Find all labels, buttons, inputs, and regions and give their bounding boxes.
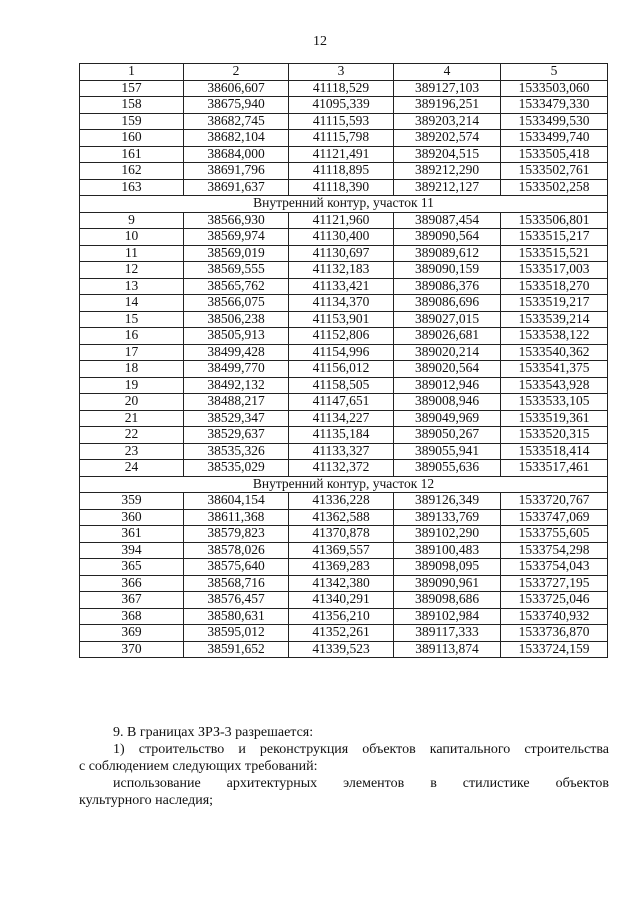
- table-cell: 41130,697: [289, 245, 394, 262]
- table-cell: 1533720,767: [501, 493, 608, 510]
- table-cell: 389027,015: [394, 311, 501, 328]
- table-cell: 41134,227: [289, 410, 394, 427]
- section-title: Внутренний контур, участок 12: [80, 476, 608, 493]
- table-cell: 1533502,761: [501, 163, 608, 180]
- table-row: [80, 542, 608, 559]
- table-cell: 1533499,740: [501, 130, 608, 147]
- table-cell: 38506,238: [184, 311, 289, 328]
- table-row: [80, 608, 608, 625]
- table-row: [80, 443, 608, 460]
- table-cell: 38578,026: [184, 542, 289, 559]
- paragraph-line: с соблюдением следующих требований:: [79, 759, 318, 774]
- table-cell: 41336,228: [289, 493, 394, 510]
- paragraph-line: культурного наследия;: [79, 793, 214, 808]
- table-cell: 1533736,870: [501, 625, 608, 642]
- table-cell: 389012,946: [394, 377, 501, 394]
- table-cell: 389020,214: [394, 344, 501, 361]
- table-row: [80, 245, 608, 262]
- section-title: Внутренний контур, участок 11: [80, 196, 608, 213]
- table-cell: 1533754,298: [501, 542, 608, 559]
- table-cell: 389098,095: [394, 559, 501, 576]
- table-row: [80, 625, 608, 642]
- table-cell: 1533505,418: [501, 146, 608, 163]
- table-row: [80, 311, 608, 328]
- table-cell: 41133,327: [289, 443, 394, 460]
- table-cell: 389202,574: [394, 130, 501, 147]
- table-row: [80, 130, 608, 147]
- column-header: 2: [184, 64, 289, 81]
- table-cell: 394: [80, 542, 184, 559]
- table-row: [80, 641, 608, 658]
- table-cell: 389212,127: [394, 179, 501, 196]
- table-cell: 389055,636: [394, 460, 501, 477]
- table-cell: 41115,593: [289, 113, 394, 130]
- table-cell: 389102,290: [394, 526, 501, 543]
- table-cell: 389126,349: [394, 493, 501, 510]
- table-cell: 41118,895: [289, 163, 394, 180]
- table-cell: 389020,564: [394, 361, 501, 378]
- table-cell: 389090,961: [394, 575, 501, 592]
- paragraph-heading: 9. В границах ЗРЗ-3 разрешается:: [113, 725, 314, 740]
- table-cell: 38565,762: [184, 278, 289, 295]
- table-cell: 389050,267: [394, 427, 501, 444]
- coordinates-table: [79, 63, 608, 658]
- table-cell: 38580,631: [184, 608, 289, 625]
- table-row: [80, 394, 608, 411]
- table-cell: 41115,798: [289, 130, 394, 147]
- table-row: [80, 97, 608, 114]
- table-row: [80, 80, 608, 97]
- table-cell: 38488,217: [184, 394, 289, 411]
- table-cell: 38535,326: [184, 443, 289, 460]
- table-cell: 38591,652: [184, 641, 289, 658]
- table-cell: 22: [80, 427, 184, 444]
- table-cell: 21: [80, 410, 184, 427]
- table-cell: 41153,901: [289, 311, 394, 328]
- table-cell: 41342,380: [289, 575, 394, 592]
- table-cell: 38566,075: [184, 295, 289, 312]
- table-cell: 1533518,414: [501, 443, 608, 460]
- table-row: [80, 295, 608, 312]
- table-cell: 1533517,003: [501, 262, 608, 279]
- table-cell: 38682,745: [184, 113, 289, 130]
- table-cell: 41132,372: [289, 460, 394, 477]
- table-cell: 1533755,605: [501, 526, 608, 543]
- table-cell: 12: [80, 262, 184, 279]
- table-cell: 368: [80, 608, 184, 625]
- table-cell: 41133,421: [289, 278, 394, 295]
- table-row: [80, 229, 608, 246]
- table-cell: 1533724,159: [501, 641, 608, 658]
- table-cell: 1533543,928: [501, 377, 608, 394]
- table-cell: 159: [80, 113, 184, 130]
- table-cell: 38529,347: [184, 410, 289, 427]
- table-cell: 41147,651: [289, 394, 394, 411]
- table-cell: 1533533,105: [501, 394, 608, 411]
- table-cell: 1533540,362: [501, 344, 608, 361]
- table-cell: 9: [80, 212, 184, 229]
- table-cell: 38691,637: [184, 179, 289, 196]
- table-cell: 161: [80, 146, 184, 163]
- table-row: [80, 559, 608, 576]
- table-cell: 366: [80, 575, 184, 592]
- table-cell: 365: [80, 559, 184, 576]
- table-row: [80, 344, 608, 361]
- table-cell: 38604,154: [184, 493, 289, 510]
- body-text: [79, 724, 609, 809]
- table-cell: 1533754,043: [501, 559, 608, 576]
- table-cell: 38682,104: [184, 130, 289, 147]
- table-cell: 369: [80, 625, 184, 642]
- table-cell: 41340,291: [289, 592, 394, 609]
- table-cell: 389117,333: [394, 625, 501, 642]
- column-header: 4: [394, 64, 501, 81]
- table-cell: 41132,183: [289, 262, 394, 279]
- table-cell: 41352,261: [289, 625, 394, 642]
- table-row: [80, 427, 608, 444]
- table-cell: 1533740,932: [501, 608, 608, 625]
- table-cell: 38611,368: [184, 509, 289, 526]
- table-row: [80, 526, 608, 543]
- table-cell: 38675,940: [184, 97, 289, 114]
- table-cell: 16: [80, 328, 184, 345]
- table-cell: 19: [80, 377, 184, 394]
- table-cell: 41362,588: [289, 509, 394, 526]
- page-number: 12: [313, 34, 327, 49]
- table-cell: 1533499,530: [501, 113, 608, 130]
- table-body: [80, 80, 608, 658]
- table-cell: 1533541,375: [501, 361, 608, 378]
- table-cell: 359: [80, 493, 184, 510]
- table-cell: 23: [80, 443, 184, 460]
- table-cell: 160: [80, 130, 184, 147]
- table-cell: 38535,029: [184, 460, 289, 477]
- table-cell: 1533520,315: [501, 427, 608, 444]
- table-cell: 14: [80, 295, 184, 312]
- table-cell: 389089,612: [394, 245, 501, 262]
- table-cell: 389086,696: [394, 295, 501, 312]
- table-cell: 15: [80, 311, 184, 328]
- table-cell: 157: [80, 80, 184, 97]
- table-cell: 38499,428: [184, 344, 289, 361]
- table-cell: 389133,769: [394, 509, 501, 526]
- table-cell: 1533479,330: [501, 97, 608, 114]
- table-cell: 1533503,060: [501, 80, 608, 97]
- table-cell: 38575,640: [184, 559, 289, 576]
- table-cell: 41369,557: [289, 542, 394, 559]
- table-cell: 389008,946: [394, 394, 501, 411]
- table-cell: 389090,159: [394, 262, 501, 279]
- table-cell: 41156,012: [289, 361, 394, 378]
- table-cell: 41095,339: [289, 97, 394, 114]
- section-row: [80, 476, 608, 493]
- table-row: [80, 146, 608, 163]
- table-row: [80, 212, 608, 229]
- table-cell: 1533515,217: [501, 229, 608, 246]
- table-cell: 41130,400: [289, 229, 394, 246]
- table-row: [80, 460, 608, 477]
- table-cell: 389026,681: [394, 328, 501, 345]
- table-cell: 38576,457: [184, 592, 289, 609]
- table-cell: 389203,214: [394, 113, 501, 130]
- table-cell: 389049,969: [394, 410, 501, 427]
- table-cell: 38691,796: [184, 163, 289, 180]
- table-cell: 389098,686: [394, 592, 501, 609]
- section-row: [80, 196, 608, 213]
- table-cell: 17: [80, 344, 184, 361]
- table-cell: 41154,996: [289, 344, 394, 361]
- table-row: [80, 592, 608, 609]
- table-cell: 1533727,195: [501, 575, 608, 592]
- table-cell: 41121,960: [289, 212, 394, 229]
- table-cell: 41135,184: [289, 427, 394, 444]
- table-row: [80, 575, 608, 592]
- table-cell: 360: [80, 509, 184, 526]
- column-header: 1: [80, 64, 184, 81]
- table-cell: 367: [80, 592, 184, 609]
- table-cell: 41121,491: [289, 146, 394, 163]
- table-row: [80, 328, 608, 345]
- table-row: [80, 509, 608, 526]
- table-cell: 20: [80, 394, 184, 411]
- table-cell: 1533506,801: [501, 212, 608, 229]
- table-row: [80, 410, 608, 427]
- paragraph-line: 1) строительство и реконструкция объектов капитального строительства: [113, 742, 609, 757]
- table-cell: 389100,483: [394, 542, 501, 559]
- table-cell: 389087,454: [394, 212, 501, 229]
- table-cell: 1533502,258: [501, 179, 608, 196]
- table-row: [80, 262, 608, 279]
- table-cell: 1533515,521: [501, 245, 608, 262]
- table-cell: 389086,376: [394, 278, 501, 295]
- table-cell: 1533518,270: [501, 278, 608, 295]
- table-row: [80, 493, 608, 510]
- table-cell: 1533539,214: [501, 311, 608, 328]
- table-cell: 41118,390: [289, 179, 394, 196]
- paragraph-line: использование архитектурных элементов в стилистике объектов: [113, 776, 609, 791]
- table-row: [80, 163, 608, 180]
- table-cell: 361: [80, 526, 184, 543]
- table-row: [80, 361, 608, 378]
- table-cell: 38492,132: [184, 377, 289, 394]
- table-cell: 389090,564: [394, 229, 501, 246]
- table-row: [80, 278, 608, 295]
- table-cell: 389127,103: [394, 80, 501, 97]
- table-cell: 38529,637: [184, 427, 289, 444]
- table-cell: 38566,930: [184, 212, 289, 229]
- table-cell: 41356,210: [289, 608, 394, 625]
- column-header: 3: [289, 64, 394, 81]
- table-cell: 389055,941: [394, 443, 501, 460]
- table-cell: 38684,000: [184, 146, 289, 163]
- table-cell: 18: [80, 361, 184, 378]
- table-cell: 38568,716: [184, 575, 289, 592]
- table-cell: 163: [80, 179, 184, 196]
- table-row: [80, 113, 608, 130]
- table-cell: 41158,505: [289, 377, 394, 394]
- table-cell: 389102,984: [394, 608, 501, 625]
- table-cell: 389113,874: [394, 641, 501, 658]
- table-cell: 38595,012: [184, 625, 289, 642]
- table-cell: 389212,290: [394, 163, 501, 180]
- table-cell: 158: [80, 97, 184, 114]
- table-cell: 1533538,122: [501, 328, 608, 345]
- table-cell: 24: [80, 460, 184, 477]
- table-cell: 1533519,217: [501, 295, 608, 312]
- table-cell: 41152,806: [289, 328, 394, 345]
- table-row: [80, 179, 608, 196]
- table-cell: 389196,251: [394, 97, 501, 114]
- table-cell: 38569,974: [184, 229, 289, 246]
- table-cell: 1533747,069: [501, 509, 608, 526]
- table-cell: 389204,515: [394, 146, 501, 163]
- table-cell: 38606,607: [184, 80, 289, 97]
- table-cell: 1533519,361: [501, 410, 608, 427]
- table-cell: 38499,770: [184, 361, 289, 378]
- table-cell: 11: [80, 245, 184, 262]
- column-header: 5: [501, 64, 608, 81]
- table-cell: 41339,523: [289, 641, 394, 658]
- table-cell: 1533725,046: [501, 592, 608, 609]
- table-cell: 41370,878: [289, 526, 394, 543]
- table-cell: 38569,555: [184, 262, 289, 279]
- table-cell: 13: [80, 278, 184, 295]
- table-cell: 41369,283: [289, 559, 394, 576]
- table-cell: 370: [80, 641, 184, 658]
- table-cell: 10: [80, 229, 184, 246]
- table-cell: 38579,823: [184, 526, 289, 543]
- table-cell: 38505,913: [184, 328, 289, 345]
- table-cell: 41134,370: [289, 295, 394, 312]
- table-cell: 38569,019: [184, 245, 289, 262]
- table-cell: 1533517,461: [501, 460, 608, 477]
- table-cell: 41118,529: [289, 80, 394, 97]
- table-cell: 162: [80, 163, 184, 180]
- table-row: [80, 377, 608, 394]
- table-header-row: [80, 64, 608, 81]
